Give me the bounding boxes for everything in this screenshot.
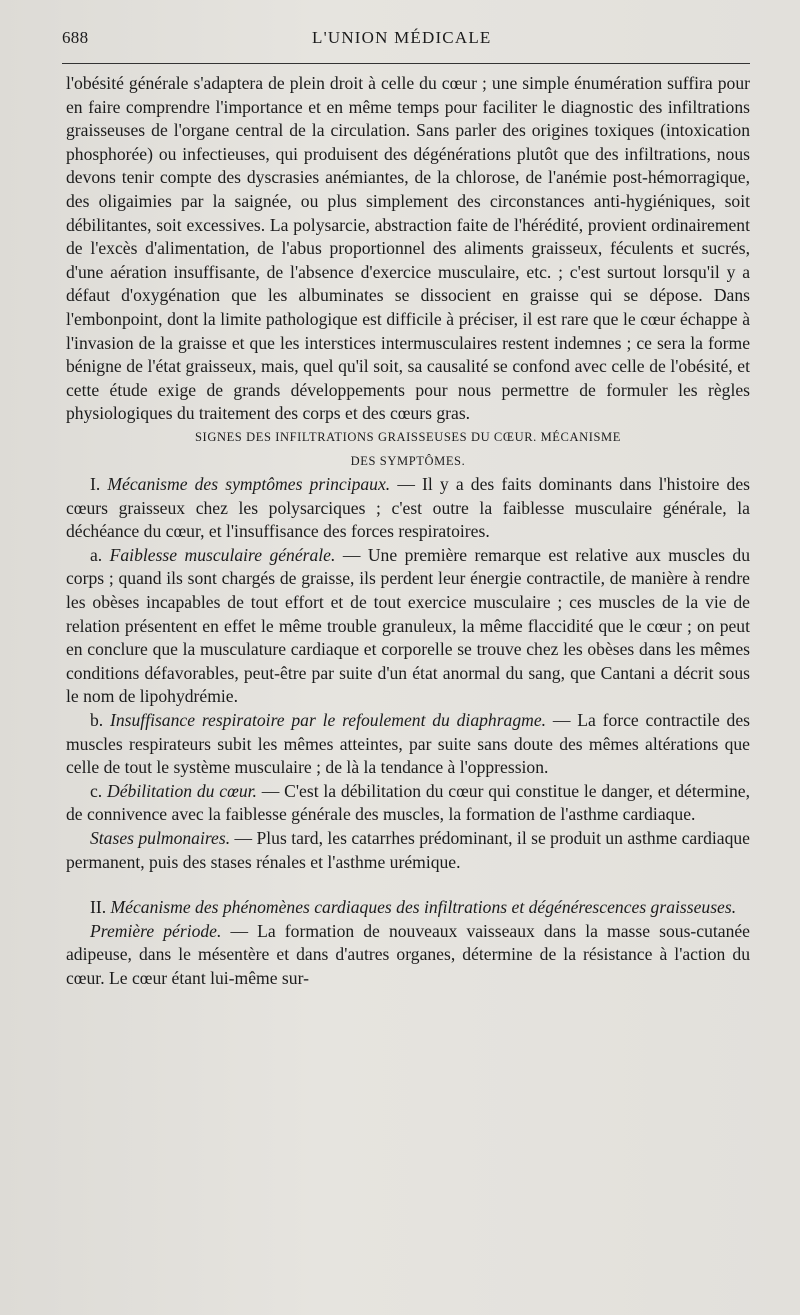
- paragraph-title: Mécanisme des phénomènes cardiaques des infiltrations et dégénérescences graisseuses.: [110, 897, 737, 918]
- paragraph-text: — Plus tard, les catarrhes prédominant, il se produit un asthme cardiaque permanent, puis des stases rénales et l'asthme urémique.: [66, 828, 750, 872]
- page-header: [62, 28, 752, 56]
- paragraph-text: — La force contractile des muscles respirateurs subit les mêmes atteintes, par suite sans doute des mêmes altérations que celle de tout le système musculaire ; de là la tendance à l'oppression.: [66, 710, 751, 778]
- page-number: 688: [62, 28, 89, 47]
- paragraph-mechanism-principal: [66, 473, 750, 544]
- paragraph-lead: II.: [90, 897, 111, 918]
- paragraph-title: Faiblesse musculaire générale.: [109, 544, 336, 565]
- section-heading-continued: DES SYMPTÔMES.: [350, 453, 466, 468]
- paragraph-first-period: [66, 920, 750, 991]
- paragraph-title: Première période.: [90, 920, 222, 941]
- paragraph-text: — Une première remarque est relative aux muscles du corps ; quand ils sont chargés de graisse, ils perdent leur énergie contractile, de manière à rendre les obèses incapables de tout effort et de tout exercice musculaire ; ces muscles de la vie de relation présentent en effet le même trouble granuleux, la même flaccidité que le cœur ; on peut en conclure que la musculature cardiaque et corporelle se trouve chez les obèses dans les mêmes conditions défavorables, peut-être par suite d'un état anormal du sang, que Cantani a décrit sous le nom de lipohydrémie.: [66, 544, 751, 707]
- section-heading: SIGNES DES INFILTRATIONS GRAISSEUSES DU CŒUR. MÉCANISME: [195, 429, 621, 444]
- paragraph-obesity-causes: l'obésité générale s'adaptera de plein droit à celle du cœur ; une simple énumération suffira pour en faire comprendre l'importance et en même temps pour faciliter le diagnostic des infiltrations graisseuses de l'organe central de la circulation. Sans parler des origines toxiques (intoxication phosphorée) ou infectieuses, qui produisent des dégénérations plutôt que des infiltrations, nous devons tenir compte des dyscrasies anémiantes, de la chlorose, de l'anémie post-hémorragique, des oligaimies par la saignée, ou plus simplement des circonstances anti-hygiéniques, soit débilitantes, soit excessives. La polysarcie, abstraction faite de l'hérédité, provient ordinairement de l'excès d'alimentation, de l'abus proportionnel des aliments graisseux, féculents et sucrés, d'une aération insuffisante, de l'absence d'exercice musculaire, etc. ; c'est surtout lorsqu'il y a défaut d'oxygénation que les albuminates se dissocient en graisse qui se dépose. Dans l'embonpoint, dont la limite pathologique est difficile à préciser, il est rare que le cœur échappe à l'invasion de la graisse et que les interstices intermusculaires restent indemnes ; ce sera la forme bénigne de l'état graisseux, mais, quel qu'il soit, sa causalité se confond avec celle de l'obésité, et cette étude exige de grands développements pour nous permettre de formuler les règles physiologiques du traitement des corps et des cœurs gras.: [66, 73, 750, 424]
- paragraph-heart-debilitation: [66, 780, 750, 827]
- header-rule: [62, 63, 750, 64]
- paragraph-title: Débilitation du cœur.: [107, 780, 257, 801]
- paragraph-respiratory-insufficiency: [66, 709, 750, 780]
- paragraph-text: — La formation de nouveaux vaisseaux dans la masse sous-cutanée adipeuse, dans le mésentère et dans d'autres organes, détermine de la résistance à l'action du cœur. Le cœur étant lui-même sur-: [66, 920, 750, 988]
- paragraph-lead: c.: [90, 780, 108, 801]
- running-title: L'UNION MÉDICALE: [312, 28, 492, 47]
- paragraph-title: Stases pulmonaires.: [90, 828, 231, 848]
- paragraph-mechanism-cardiac: [66, 896, 750, 920]
- paragraph-title: Mécanisme des symptômes principaux.: [107, 474, 391, 495]
- paragraph-muscular-weakness: [66, 544, 750, 709]
- paragraph-pulmonary-stasis: [66, 827, 750, 874]
- paragraph-text: — Il y a des faits dominants dans l'histoire des cœurs graisseux chez les polysarciques ; c'est outre la faiblesse musculaire générale, la déchéance du cœur, et l'insuffisance des forces respiratoires.: [66, 474, 751, 542]
- paragraph-lead: a.: [90, 544, 110, 565]
- paragraph-lead: I.: [90, 474, 108, 495]
- paragraph-title: Insuffisance respiratoire par le refoulement du diaphragme.: [110, 710, 547, 731]
- body-text: [66, 72, 750, 991]
- paragraph-text: — C'est la débilitation du cœur qui constitue le danger, et détermine, de connivence avec la faiblesse générale des muscles, la formation de l'asthme cardiaque.: [66, 780, 750, 825]
- paragraph-lead: b.: [90, 710, 110, 731]
